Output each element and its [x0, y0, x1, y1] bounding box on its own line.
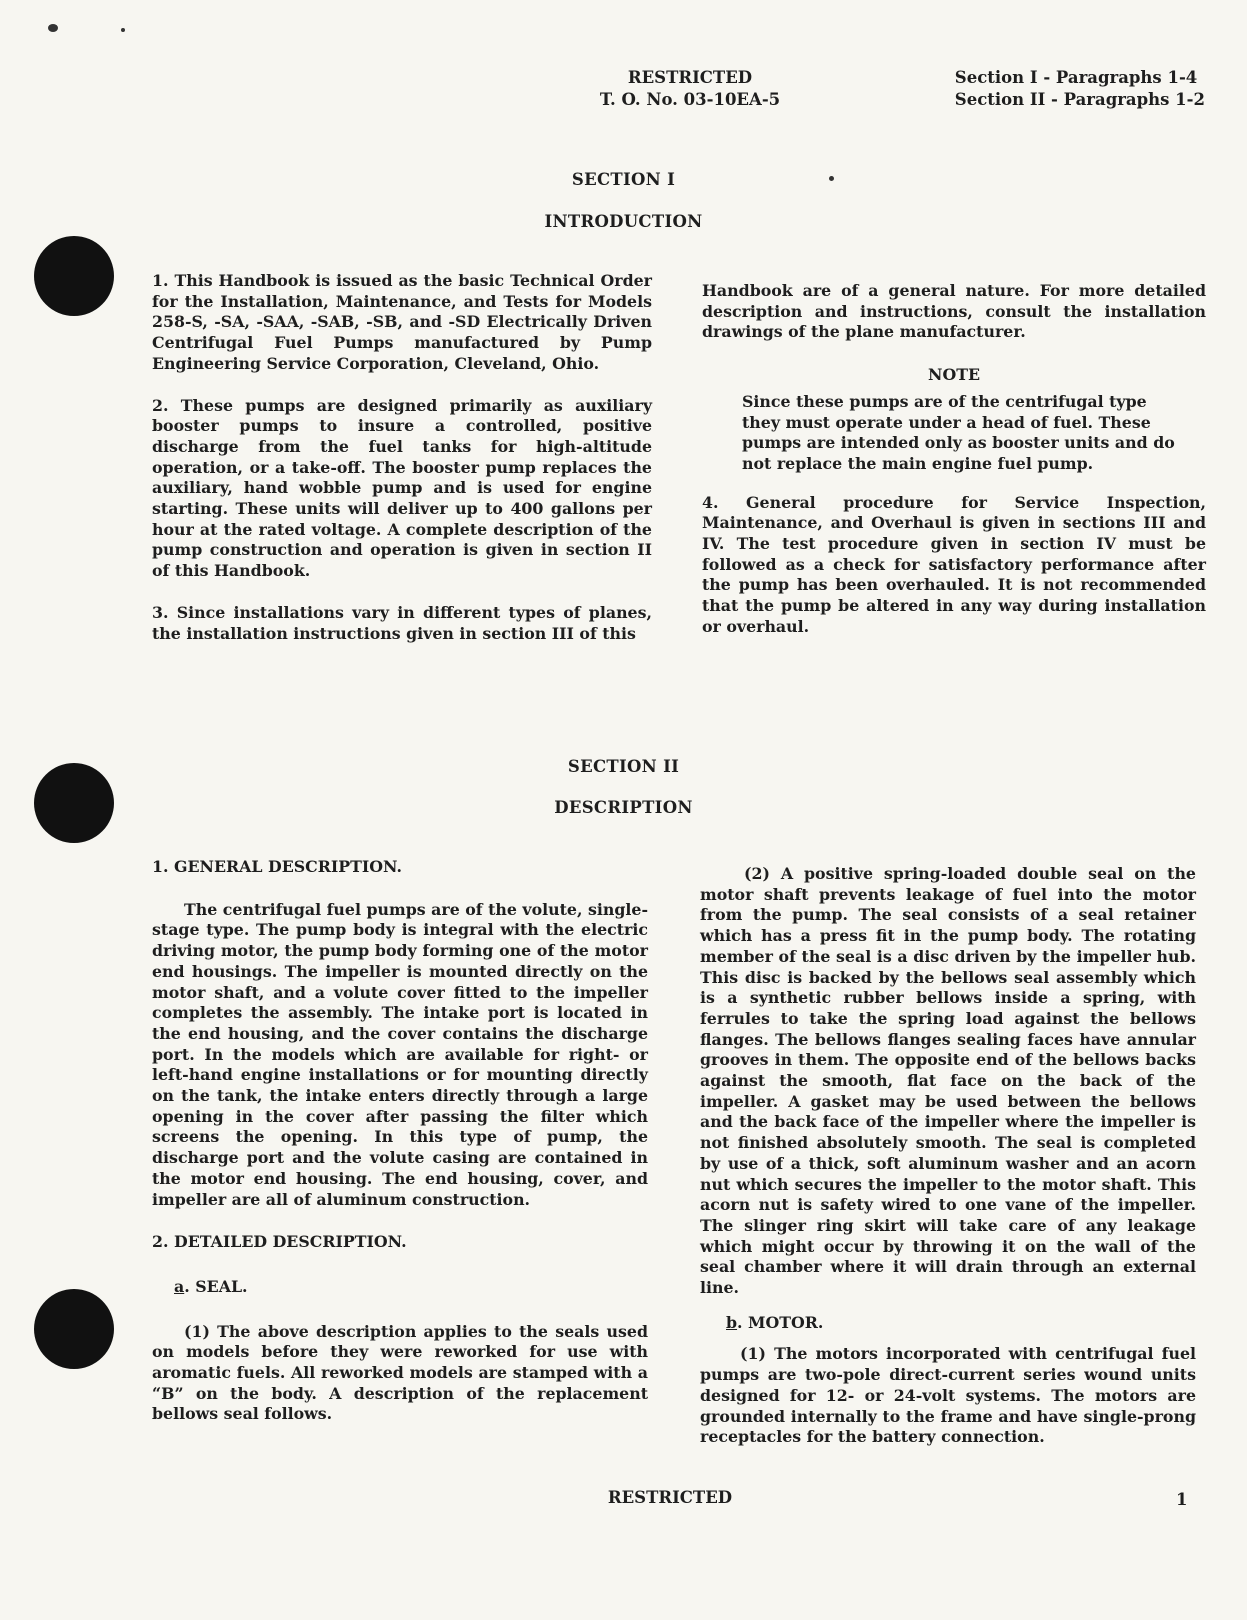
- seal-letter: a: [174, 1276, 185, 1296]
- paragraph-3-continued: Handbook are of a general nature. For more detailed description and instructions, consult the installation drawings of the plane manufacturer.: [702, 281, 1206, 342]
- motor-heading-text: . MOTOR.: [737, 1312, 824, 1332]
- general-description-paragraph: The centrifugal fuel pumps are of the volute, single-stage type. The pump body is integral with the electric driving motor, the pump body forming one of the motor end housings. The impeller is mounted directly on the motor shaft, and a volute cover fitted to the impeller completes the assembly. The intake port is located in the end housing, and the cover contains the discharge port. In the models which are available for right- or left-hand engine installations or for mounting directly on the tank, the intake enters directly through a large opening in the cover after passing the filter which screens the opening. In this type of pump, the discharge port and the volute casing are contained in the motor end housing. The end housing, cover, and impeller are all of aluminum construction.: [152, 899, 648, 1209]
- note-body: Since these pumps are of the centrifugal type they must operate under a head of fuel. These pumps are intended only as booster units and do not replace the main engine fuel pump.: [742, 391, 1175, 473]
- punch-hole-top: [34, 236, 114, 316]
- header-restricted: RESTRICTED: [627, 68, 753, 87]
- header-right: [955, 67, 1205, 111]
- section-2-heading: SECTION II: [567, 757, 680, 776]
- footer-restricted: RESTRICTED: [607, 1488, 733, 1507]
- motor-paragraph-1: (1) The motors incorporated with centrifugal fuel pumps are two-pole direct-current series wound units designed for 12- or 24-volt systems. The motors are grounded internally to the frame and have single-prong receptacles for the battery connection.: [700, 1344, 1196, 1447]
- seal-heading: [152, 1277, 648, 1298]
- section-2-left-column: [152, 857, 648, 1425]
- seal-paragraph-2: (2) A positive spring-loaded double seal on the motor shaft prevents leakage of fuel into the motor from the pump. The seal consists of a seal retainer which has a press fit in the pump body. The rotating member of the seal is a disc driven by the impeller hub. This disc is backed by the bellows seal assembly which is a synthetic rubber bellows inside a spring, with ferrules to take the spring load against the bellows flanges. The bellows flanges sealing faces have annular grooves in them. The opposite end of the bellows backs against the smooth, flat face on the back of the impeller. A gasket may be used between the bellows and the back face of the impeller where the impeller is not finished absolutely smooth. The seal is completed by use of a thick, soft aluminum washer and an acorn nut which secures the impeller to the motor shaft. This acorn nut is safety wired to one vane of the impeller. The slinger ring skirt will take care of any leakage which might occur by throwing it on the wall of the seal chamber where it will drain through an external line.: [700, 864, 1196, 1298]
- section-2-right-column: [700, 864, 1196, 1448]
- section-1-subheading: INTRODUCTION: [544, 212, 703, 231]
- seal-paragraph-1: (1) The above description applies to the seals used on models before they were reworked for use with aromatic fuels. All reworked models are stamped with a “B” on the body. A description of the replacement bellows seal follows.: [152, 1321, 648, 1424]
- section-2-subheading: DESCRIPTION: [554, 798, 693, 817]
- section-1-right-column: [702, 281, 1206, 638]
- header-to-number: T. O. No. 03-10EA-5: [599, 90, 781, 109]
- general-description-heading: 1. GENERAL DESCRIPTION.: [152, 857, 402, 876]
- header-center: [500, 67, 880, 111]
- header-section-1-paragraphs: Section I - Paragraphs 1-4: [954, 68, 1198, 87]
- paragraph-3-start: 3. Since installations vary in different types of planes, the installation instructions given in section III of this: [152, 602, 652, 643]
- seal-heading-text: . SEAL.: [184, 1276, 248, 1296]
- header-section-2-paragraphs: Section II - Paragraphs 1-2: [954, 90, 1205, 109]
- ink-speck: [48, 24, 58, 32]
- detailed-description-heading: 2. DETAILED DESCRIPTION.: [152, 1232, 407, 1252]
- punch-hole-bottom: [34, 1289, 114, 1369]
- paragraph-1: 1. This Handbook is issued as the basic Technical Order for the Installation, Maintenance, and Tests for Models 258-S, -SA, -SAA, -SAB, -SB, and -SD Electrically Driven Centrifugal Fuel Pumps manufactured by Pump Engineering Service Corporation, Cleveland, Ohio.: [152, 271, 652, 373]
- paragraph-4: 4. General procedure for Service Inspection, Maintenance, and Overhaul is given in sections III and IV. The test procedure given in section IV must be followed as a check for satisfactory performance after the pump has been overhauled. It is not recommended that the pump be altered in any way during installation or overhaul.: [702, 492, 1206, 636]
- ink-speck: [121, 28, 125, 32]
- page-number: 1: [1176, 1490, 1188, 1509]
- motor-letter: b: [726, 1312, 738, 1332]
- section-1-left-column: [152, 271, 652, 644]
- motor-heading: [700, 1313, 1196, 1334]
- paragraph-2: 2. These pumps are designed primarily as auxiliary booster pumps to insure a controlled, positive discharge from the fuel tanks for high-altitude operation, or a take-off. The booster pump replaces the auxiliary, hand wobble pump and is used for engine starting. These units will deliver up to 400 gallons per hour at the rated voltage. A complete description of the pump construction and operation is given in section II of this Handbook.: [152, 395, 652, 581]
- section-1-heading: SECTION I: [571, 170, 676, 189]
- note-title: NOTE: [928, 365, 980, 385]
